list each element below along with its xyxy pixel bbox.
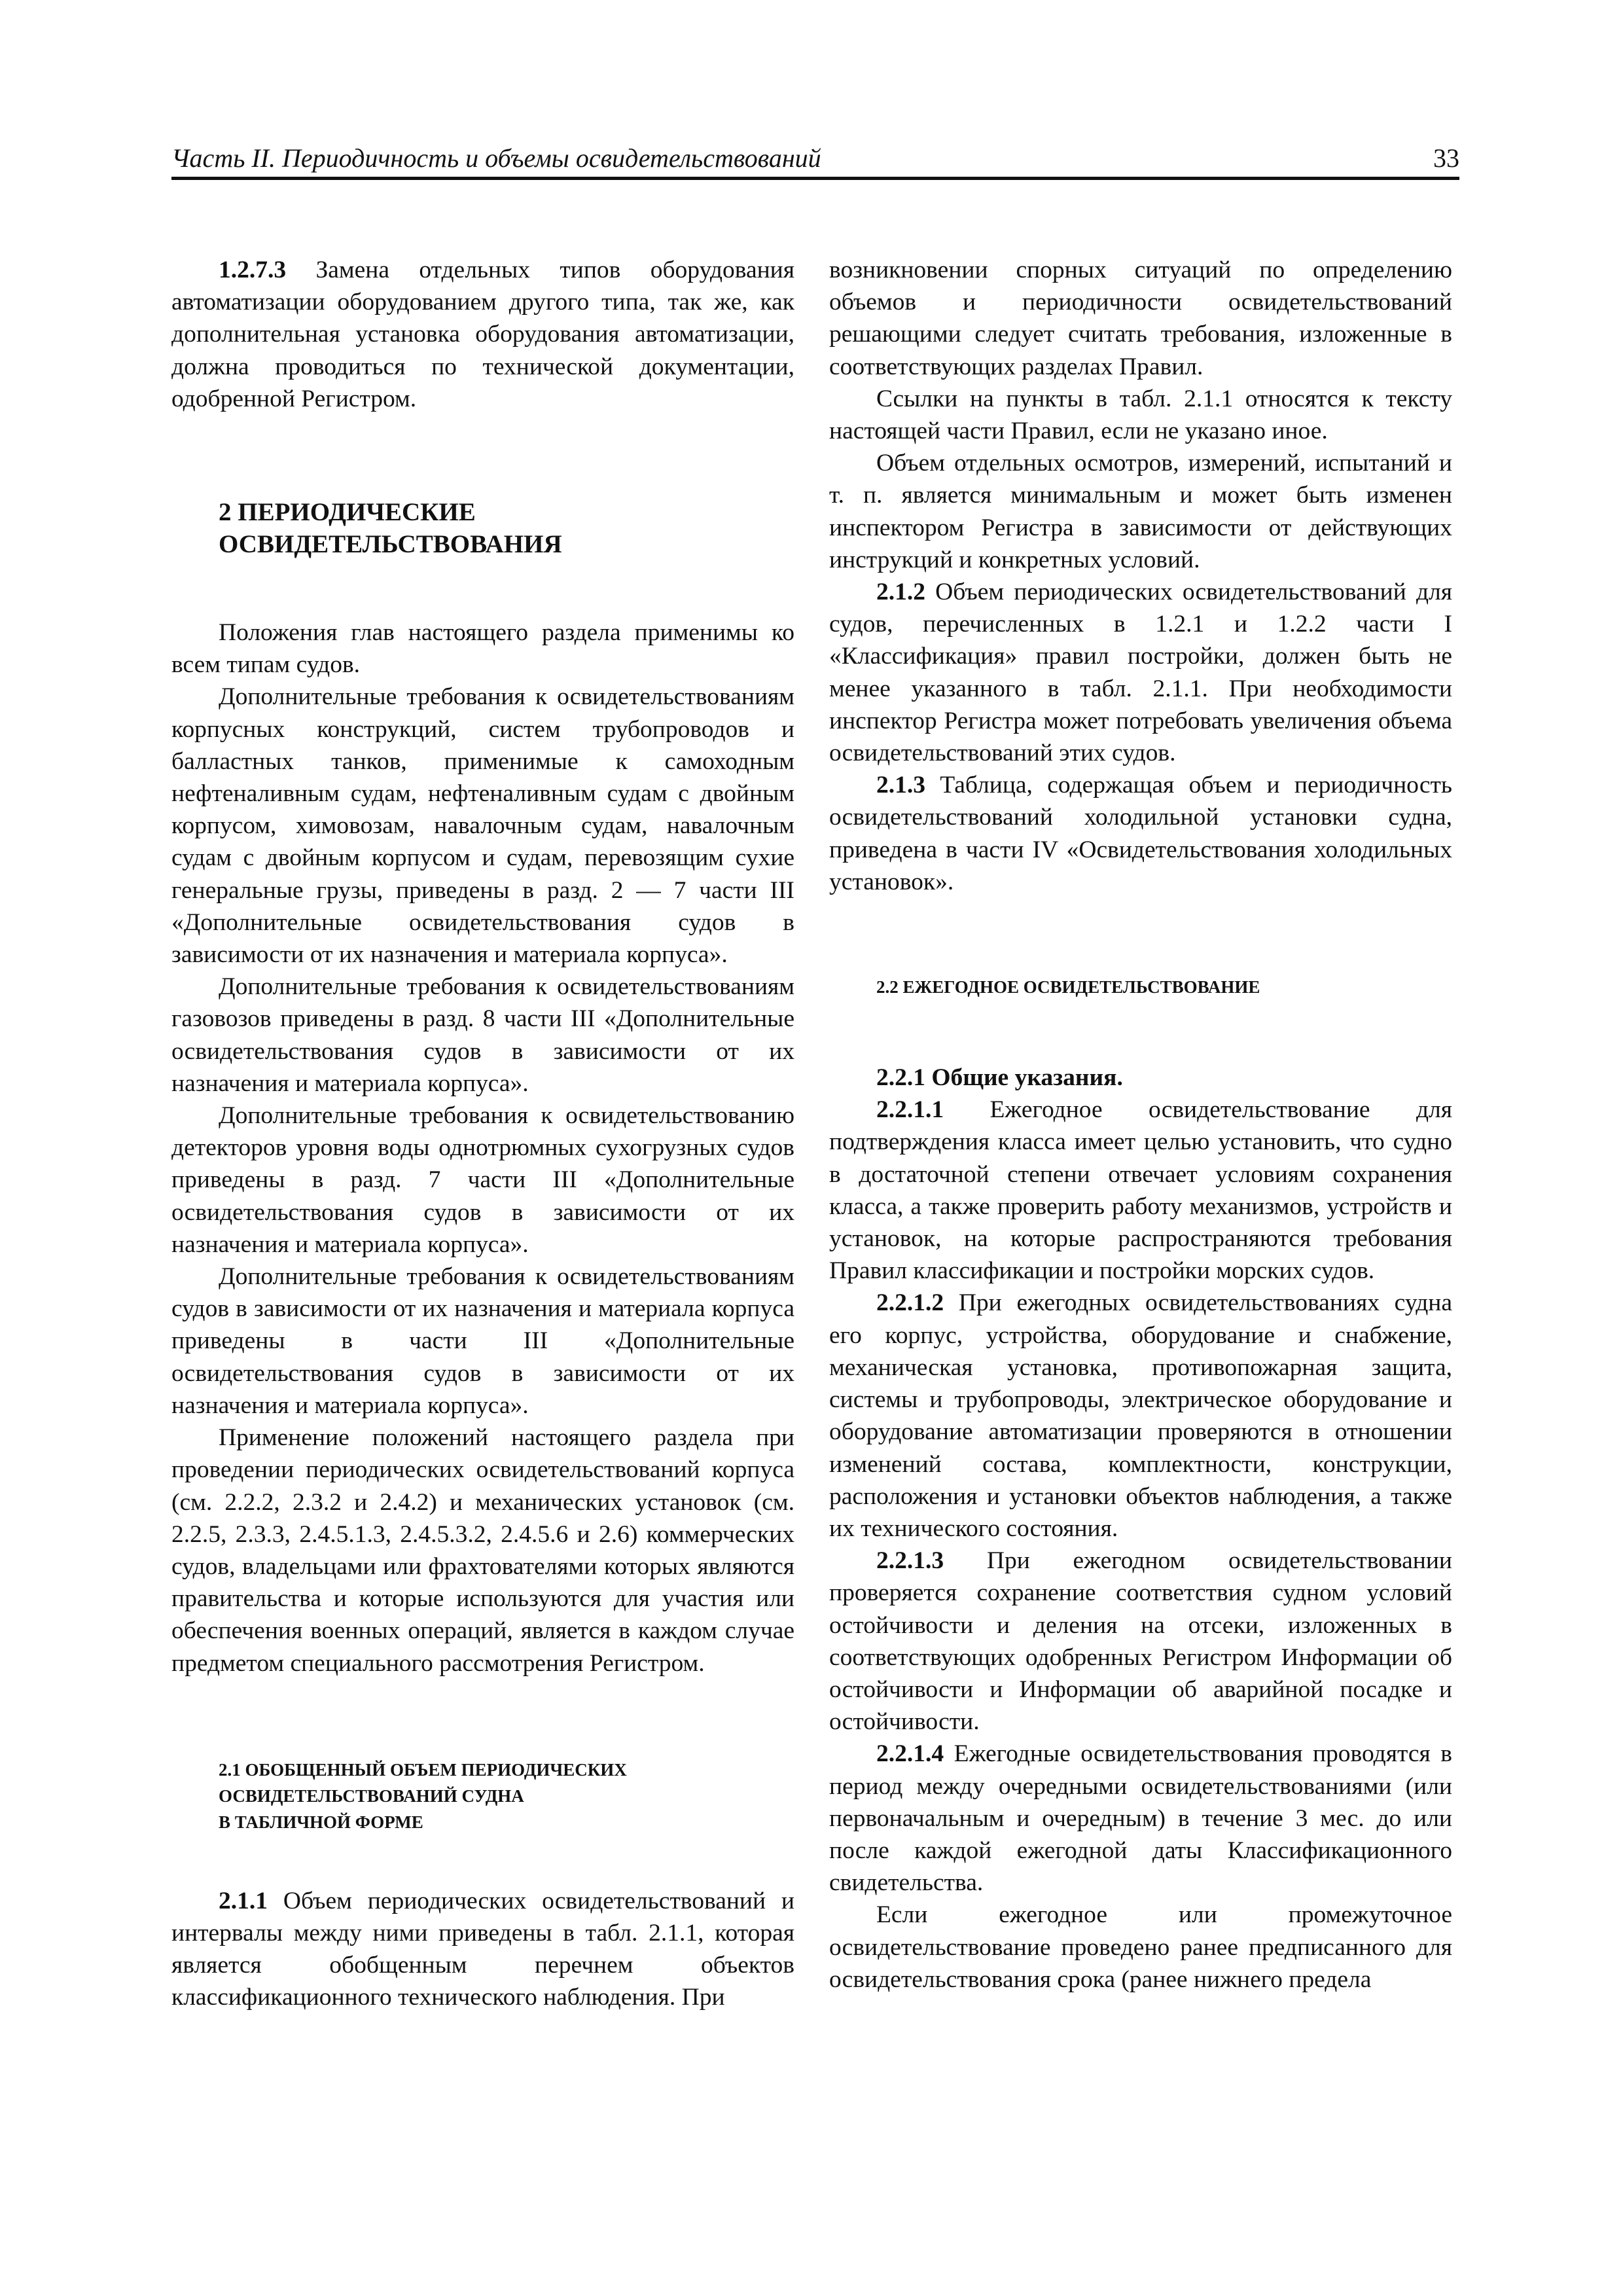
clause-text: Объем периодических освидетельствований для судов, перечисленных в 1.2.1 и 1.2.2 части I «Классификация» правил постройки, должен быть не менее указанного в табл. 2.1.1. При необходимости инспектор Регистра может потребовать увеличения объема освидетельствований этих судов. <box>829 579 1452 767</box>
paragraph-1-2-7-3 <box>171 254 794 415</box>
paragraph-2-1-2 <box>829 576 1452 769</box>
paragraph-2-2-1-1 <box>829 1094 1452 1287</box>
header-rule <box>171 177 1459 180</box>
running-header <box>171 141 1459 181</box>
subsection-2-2-1-heading: 2.2.1 Общие указания. <box>876 1064 1123 1092</box>
clause-number: 2.1.1 <box>219 1887 268 1914</box>
paragraph-2-2-1-2 <box>829 1287 1452 1545</box>
clause-text: Ежегодные освидетельствования проводятся в период между очередными освидетельствованиями (или первоначальным и очередным) в течение 3 мес. до или после каждой ежегодной даты Классификационного свидетельства. <box>829 1740 1452 1897</box>
paragraph-2-2-1-3 <box>829 1545 1452 1738</box>
section-2-1-heading-line2: ОСВИДЕТЕЛЬСТВОВАНИЙ СУДНА <box>219 1785 524 1806</box>
clause-text: Объем периодических освидетельствований и интервалы между ними приведены в табл. 2.1.1, которая является обобщенным перечнем объектов классификационного технического наблюдения. При <box>171 1887 794 2011</box>
clause-number: 2.1.3 <box>876 772 925 799</box>
paragraph-application: Применение положений настоящего раздела при проведении периодических освидетельствований корпуса (см. 2.2.2, 2.3.2 и 2.4.2) и механических установок (см. 2.2.5, 2.3.3, 2.4.5.1.3, 2.4.5.3.2, 2.4.5.6 и 2.6) коммерческих судов, владельцами или фрахтователями которых являются правительства и которые используются для участия или обеспечения военных операций, является в каждом случае предметом специального рассмотрения Регистром. <box>171 1424 794 1677</box>
paragraph-early-survey: Если ежегодное или промежуточное освидетельствование проведено ранее предписанного для освидетельствования срока (ранее нижнего предела <box>829 1901 1452 1993</box>
clause-number: 2.2.1.3 <box>876 1547 944 1575</box>
clause-number: 2.2.1.2 <box>876 1289 944 1317</box>
paragraph-additional-gas-carriers: Дополнительные требования к освидетельствованиям газовозов приведены в разд. 8 части III «Дополнительные освидетельствования судов в зависимости от их назначения и материала корпуса». <box>171 973 794 1097</box>
paragraph-2-2-1-4 <box>829 1738 1452 1899</box>
clause-text: Ежегодное освидетельствование для подтверждения класса имеет целью установить, что судно в достаточной степени отвечает условиям сохранения класса, а также проверить работу механизмов, устройств и установок, на которые распространяются требования Правил классификации и постройки морских судов. <box>829 1096 1452 1285</box>
paragraph-2-1-1-continued: возникновении спорных ситуаций по определению объемов и периодичности освидетельствований решающими следует считать требования, изложенные в соответствующих разделах Правил. <box>829 257 1452 380</box>
clause-text: Замена отдельных типов оборудования автоматизации оборудованием другого типа, так же, как дополнительная установка оборудования автоматизации, должна проводиться по технической документации, одобренной Регистром. <box>171 257 794 412</box>
paragraph-inspection-scope: Объем отдельных осмотров, измерений, испытаний и т. п. является минимальным и может быть изменен инспектором Регистра в зависимости от действующих инструкций и конкретных условий. <box>829 450 1452 573</box>
left-column <box>171 254 794 2014</box>
clause-number: 2.2.1.4 <box>876 1740 944 1768</box>
clause-number: 2.2.1.1 <box>876 1096 944 1124</box>
clause-text: При ежегодных освидетельствованиях судна его корпус, устройства, оборудование и снабжение, механическая установка, противопожарная защита, системы и трубопроводы, электрическое оборудование и оборудование автоматизации проверяются в отношении изменений состава, комплектности, конструкции, расположения и установки объектов наблюдения, а также их технического состояния. <box>829 1289 1452 1542</box>
paragraph-2-1-3 <box>829 769 1452 898</box>
clause-number: 1.2.7.3 <box>219 257 287 283</box>
section-2-1-heading-line1: 2.1 ОБОБЩЕННЫЙ ОБЪЕМ ПЕРИОДИЧЕСКИХ <box>219 1759 627 1780</box>
right-column <box>829 254 1452 1996</box>
paragraph-table-references: Ссылки на пункты в табл. 2.1.1 относятся к тексту настоящей части Правил, если не указано иное. <box>829 385 1452 445</box>
section-2-heading-line2: ОСВИДЕТЕЛЬСТВОВАНИЯ <box>219 530 562 559</box>
clause-text: При ежегодном освидетельствовании проверяется сохранение соответствия судном условий остойчивости и деления на отсеки, изложенных в соответствующих одобренных Регистром Информации об остойчивости и Информации об аварийной посадке и остойчивости. <box>829 1547 1452 1736</box>
section-2-1-heading-line3: В ТАБЛИЧНОЙ ФОРМЕ <box>219 1812 423 1832</box>
paragraph-2-1-1 <box>171 1885 794 2014</box>
clause-text: Таблица, содержащая объем и периодичность освидетельствований холодильной установки судна, приведена в части IV «Освидетельствования холодильных установок». <box>829 772 1452 895</box>
page-number: 33 <box>1433 143 1459 173</box>
section-2-2-heading: 2.2 ЕЖЕГОДНОЕ ОСВИДЕТЕЛЬСТВОВАНИЕ <box>876 977 1260 997</box>
clause-number: 2.1.2 <box>876 579 925 606</box>
running-title: Часть II. Периодичность и объемы освидетельствований <box>171 143 821 173</box>
paragraph-additional-water-detectors: Дополнительные требования к освидетельствованию детекторов уровня воды однотрюмных сухогрузных судов приведены в разд. 7 части III «Дополнительные освидетельствования судов в зависимости от их назначения и материала корпуса». <box>171 1102 794 1258</box>
paragraph-additional-hull: Дополнительные требования к освидетельствованиям корпусных конструкций, систем трубопроводов и балластных танков, применимые к самоходным нефтеналивным судам, нефтеналивным судам с двойным корпусом, химовозам, навалочным судам, навалочным судам с двойным корпусом и судам, перевозящим сухие генеральные грузы, приведены в разд. 2 — 7 части III «Дополнительные освидетельствования судов в зависимости от их назначения и материала корпуса». <box>171 683 794 969</box>
paragraph-intro: Положения глав настоящего раздела применимы ко всем типам судов. <box>171 619 794 679</box>
section-2-heading-line1: 2 ПЕРИОДИЧЕСКИЕ <box>219 498 476 527</box>
paragraph-additional-ship-type: Дополнительные требования к освидетельствованиям судов в зависимости от их назначения и материала корпуса приведены в части III «Дополнительные освидетельствования судов в зависимости от их назначения и материала корпуса». <box>171 1263 794 1419</box>
